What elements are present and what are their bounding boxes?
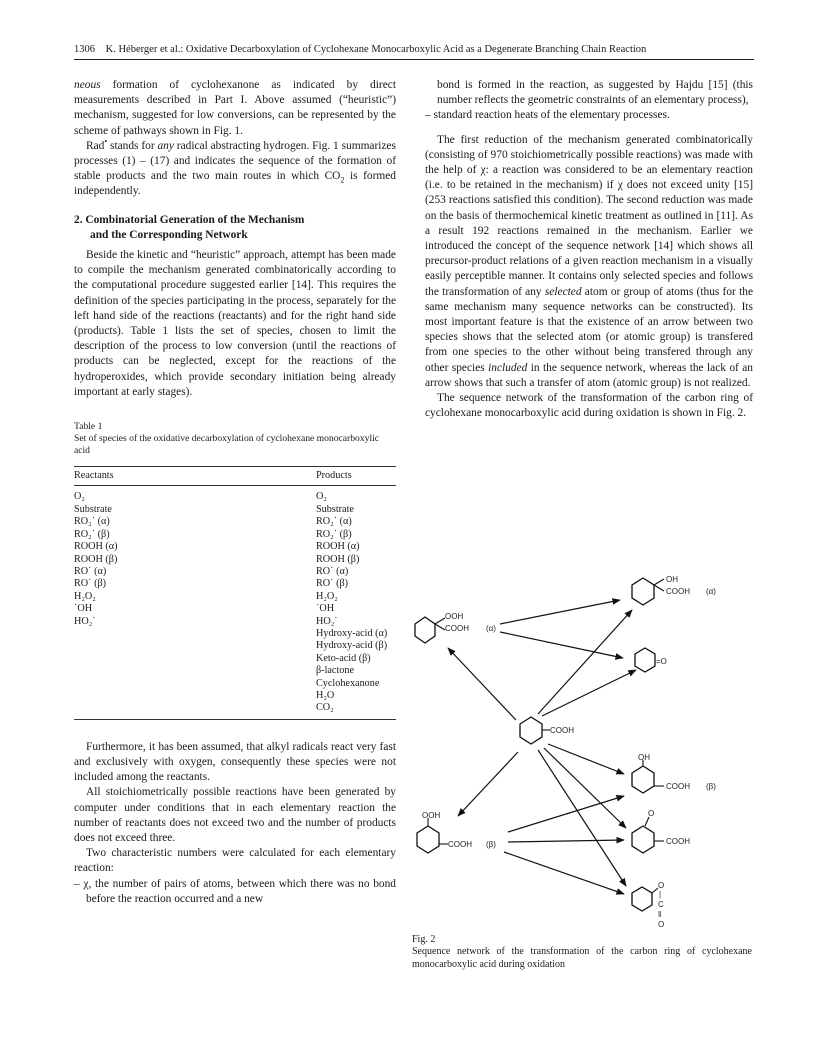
product-cell: RO˙ (β) bbox=[316, 578, 349, 590]
paragraph-1 bbox=[74, 78, 396, 139]
product-cell: Substrate bbox=[316, 503, 354, 515]
running-title: K. Héberger et al.: Oxidative Decarboxylation of Cyclohexane Monocarboxylic Acid as a Degenerate Branching Chain Reaction bbox=[105, 44, 647, 55]
reactant-cell: HO₂˙ bbox=[74, 615, 96, 627]
paragraph-text: formation of cyclohexanone as indicated by direct measurements described in Part I. Above assumed (“heuristic”) mechanism, suggested for low conversions, can be represented by the scheme of pathways shown in Fig. 1. bbox=[74, 79, 396, 137]
arrow-oohalpha-to-hydroxyalpha bbox=[500, 600, 620, 624]
table-row bbox=[74, 640, 396, 652]
italic-word: included bbox=[488, 361, 528, 374]
arrow-substrate-to-oohbeta bbox=[458, 752, 518, 816]
arrow-substrate-to-cyclohexanone bbox=[542, 670, 636, 716]
right-column bbox=[425, 78, 753, 421]
sequence-network-figure bbox=[410, 560, 760, 940]
node-substrate bbox=[520, 717, 574, 744]
network-arrows bbox=[448, 600, 636, 894]
text-run: Rad bbox=[86, 139, 105, 152]
text-run: in the sequence network, whereas the lack of an arrow shows that such a transfer of atom (atomic group) is not realized. bbox=[425, 361, 753, 389]
table-caption: Set of species of the oxidative decarboxylation of cyclohexane monocarboxylic acid bbox=[74, 433, 380, 457]
product-cell: H₂O₂ bbox=[316, 590, 338, 602]
paragraph-reduction bbox=[425, 133, 753, 391]
product-cell: H₂O bbox=[316, 689, 335, 701]
table-row bbox=[74, 616, 396, 628]
table-row bbox=[74, 702, 396, 719]
label-lactone-dbl: ‖ bbox=[658, 910, 662, 919]
product-cell: RO₂˙ (α) bbox=[316, 516, 352, 528]
section-heading-line-1: 2. Combinatorial Generation of the Mechanism bbox=[74, 213, 305, 226]
product-cell: HO₂˙ bbox=[316, 615, 338, 627]
italic-word: selected bbox=[544, 285, 582, 298]
label-alpha: (α) bbox=[486, 624, 496, 633]
reactant-cell: RO₂˙ (α) bbox=[74, 516, 110, 528]
reactant-cell: O₂ bbox=[74, 491, 85, 503]
arrow-substrate-to-ketobeta bbox=[544, 748, 626, 828]
label-cooh: COOH bbox=[550, 726, 574, 735]
node-ooh-alpha bbox=[415, 612, 496, 643]
product-cell: ROOH (α) bbox=[316, 541, 360, 553]
table-row bbox=[74, 554, 396, 566]
arrow-substrate-to-oohalpha bbox=[448, 648, 516, 720]
table-row bbox=[74, 541, 396, 553]
product-cell: β-lactone bbox=[316, 665, 354, 677]
paragraph-5: All stoichiometrically possible reactions have been generated by computer under conditions that in each elementary reaction the number of reactants does not exceed two and the number of products does not exceed three. bbox=[74, 786, 396, 844]
product-cell: ROOH (β) bbox=[316, 553, 360, 565]
node-hydroxy-alpha bbox=[632, 575, 716, 605]
paragraph-2 bbox=[74, 139, 396, 200]
section-heading-line-2: and the Corresponding Network bbox=[90, 228, 248, 241]
arrow-substrate-to-hydroxyalpha bbox=[538, 610, 632, 714]
reactant-cell: H₂O₂ bbox=[74, 590, 96, 602]
table-row bbox=[74, 591, 396, 603]
table-row bbox=[74, 690, 396, 702]
reactant-cell: RO₂˙ (β) bbox=[74, 528, 110, 540]
reactant-cell: RO˙ (α) bbox=[74, 565, 107, 577]
label-cooh: COOH bbox=[666, 587, 690, 596]
product-cell: ˙OH bbox=[316, 603, 335, 615]
paragraph-6: Two characteristic numbers were calculated for each elementary reaction: bbox=[74, 847, 396, 875]
arrow-oohbeta-to-hydroxybeta bbox=[508, 796, 624, 832]
text-run: radical abstracting hydrogen. Fig. 1 summarizes processes (1) – (17) and indicates the sequence of the formation of stable products and the two main routes in which CO bbox=[74, 139, 396, 183]
table-row bbox=[74, 665, 396, 677]
label-cooh: COOH bbox=[445, 624, 469, 633]
label-cooh: COOH bbox=[666, 837, 690, 846]
table-row bbox=[74, 486, 396, 504]
reactant-cell: ROOH (α) bbox=[74, 541, 118, 553]
bullet-chi-continued: bond is formed in the reaction, as suggested by Hajdu [15] (this number reflects the geometric constraints of an elementary process), bbox=[437, 79, 753, 107]
label-lactone-bond: | bbox=[659, 890, 662, 899]
label-oh: OH bbox=[666, 575, 678, 584]
reactant-cell bbox=[74, 653, 316, 665]
left-column bbox=[74, 78, 396, 907]
bullet-chi: – χ, the number of pairs of atoms, between which there was no bond before the reaction occurred and a new bbox=[74, 877, 396, 905]
arrow-oohbeta-to-ketobeta bbox=[508, 840, 624, 842]
reactant-cell: Substrate bbox=[74, 503, 112, 515]
radical-dot: • bbox=[104, 137, 108, 147]
reactant-cell bbox=[74, 665, 316, 677]
paragraph-4: Furthermore, it has been assumed, that alkyl radicals react very fast and exclusively with oxygen, consequently these species were not included among the reactants. bbox=[74, 740, 396, 784]
reactant-cell bbox=[74, 640, 316, 652]
table-row bbox=[74, 653, 396, 665]
product-cell: O₂ bbox=[316, 491, 327, 503]
paragraph-3: Beside the kinetic and “heuristic” approach, attempt has been made to compile the mechanism generated combinatorically according to the computational procedure suggested earlier [14]. This requires the definition of the species participating in the process, separately for the left hand side of the reactions (reactants) and for the right hand side (products). Table 1 lists the set of species, chosen to limit the description of the process to low conversion (until the reactions of products can be neglected, except for the reactions of the hydroperoxides, which provide secondary initiation being already important at early stages). bbox=[74, 249, 396, 398]
page-number: 1306 bbox=[74, 44, 95, 55]
node-cyclohexanone bbox=[635, 648, 667, 672]
reactant-cell: RO˙ (β) bbox=[74, 578, 107, 590]
paragraph-figure-ref: The sequence network of the transformation of the carbon ring of cyclohexane monocarboxylic acid during oxidation is shown in Fig. 2. bbox=[425, 392, 753, 420]
reactant-cell: ˙OH bbox=[74, 603, 93, 615]
node-ooh-beta bbox=[417, 811, 496, 853]
species-table bbox=[74, 466, 396, 720]
subscript-2: 2 bbox=[340, 175, 345, 185]
arrow-oohbeta-to-lactone bbox=[504, 852, 624, 894]
table-row bbox=[74, 603, 396, 615]
product-cell: RO₂˙ (β) bbox=[316, 528, 352, 540]
reactant-cell bbox=[74, 690, 316, 702]
label-ooh: OOH bbox=[422, 811, 441, 820]
label-alpha: (α) bbox=[706, 587, 716, 596]
bullet-reaction-heats: – standard reaction heats of the elementary processes. bbox=[425, 109, 670, 122]
node-keto-beta bbox=[632, 809, 690, 853]
figure-caption-text: Sequence network of the transformation of the carbon ring of cyclohexane monocarboxylic acid during oxidation bbox=[412, 946, 752, 970]
label-beta: (β) bbox=[486, 840, 496, 849]
italic-word: any bbox=[157, 139, 174, 152]
italic-word: neous bbox=[74, 79, 101, 91]
arrow-oohalpha-to-cyclohexanone bbox=[500, 632, 623, 658]
label-lactone-o2: O bbox=[658, 920, 665, 929]
table-label: Table 1 bbox=[74, 421, 103, 433]
table-row bbox=[74, 566, 396, 578]
section-heading bbox=[74, 213, 396, 243]
column-header-reactants: Reactants bbox=[74, 467, 316, 486]
label-ooh: OOH bbox=[445, 612, 464, 621]
label-keto: =O bbox=[656, 657, 667, 666]
label-cooh: COOH bbox=[666, 782, 690, 791]
label-oh: OH bbox=[638, 753, 650, 762]
table-row bbox=[74, 578, 396, 590]
node-beta-lactone bbox=[632, 881, 664, 929]
table-row bbox=[74, 678, 396, 690]
node-hydroxy-beta bbox=[632, 753, 716, 793]
text-run: is formed independently. bbox=[74, 170, 396, 198]
text-run: The first reduction of the mechanism generated combinatorically (consisting of 970 stoichiometrically possible reactions) was made with the help of χ: a reaction was considered to be an elementary reaction (i.e. to be retained in the mechanism) if χ does not exceed unity [15] (253 reactions satisfied this condition). The second reduction was made on the basis of thermochemical kinetic treatment as outlined in [11]. As a result 192 reactions remained in the mechanism. Earlier we introduced the concept of the sequence network [14] which shows all precursor-product relations of a given reaction mechanism in a visually easily perceptible manner. It contains only selected species and follows the transformation of any bbox=[425, 133, 753, 298]
reactant-cell bbox=[74, 678, 316, 690]
figure-caption bbox=[412, 934, 752, 971]
label-lactone-o1: O bbox=[658, 881, 665, 890]
table-row bbox=[74, 628, 396, 640]
table-row bbox=[74, 504, 396, 516]
product-cell: Keto-acid (β) bbox=[316, 652, 371, 664]
text-run: atom or group of atoms (thus for the same mechanism many sequence networks can be constructed). Its most important feature is that the existence of an arrow between two species shows that the selected atom (or atomic group) is transfered from one species to the other without being transfered through any other species bbox=[425, 285, 753, 374]
product-cell: Hydroxy-acid (β) bbox=[316, 640, 388, 652]
label-cooh: COOH bbox=[448, 840, 472, 849]
text-run: stands for bbox=[107, 139, 158, 152]
table-row bbox=[74, 529, 396, 541]
label-keto-o: O bbox=[648, 809, 655, 818]
reactant-cell: ROOH (β) bbox=[74, 553, 118, 565]
running-header bbox=[74, 44, 754, 60]
figure-label: Fig. 2 bbox=[412, 934, 436, 945]
column-header-products: Products bbox=[316, 467, 396, 486]
product-cell: RO˙ (α) bbox=[316, 565, 349, 577]
product-cell: CO₂ bbox=[316, 702, 396, 719]
table-row bbox=[74, 516, 396, 528]
label-beta: (β) bbox=[706, 782, 716, 791]
product-cell: Hydroxy-acid (α) bbox=[316, 627, 388, 639]
reactant-cell bbox=[74, 702, 316, 719]
label-lactone-c: C bbox=[658, 900, 664, 909]
reactant-cell bbox=[74, 628, 316, 640]
product-cell: Cyclohexanone bbox=[316, 677, 380, 689]
arrow-substrate-to-hydroxybeta bbox=[548, 744, 624, 774]
